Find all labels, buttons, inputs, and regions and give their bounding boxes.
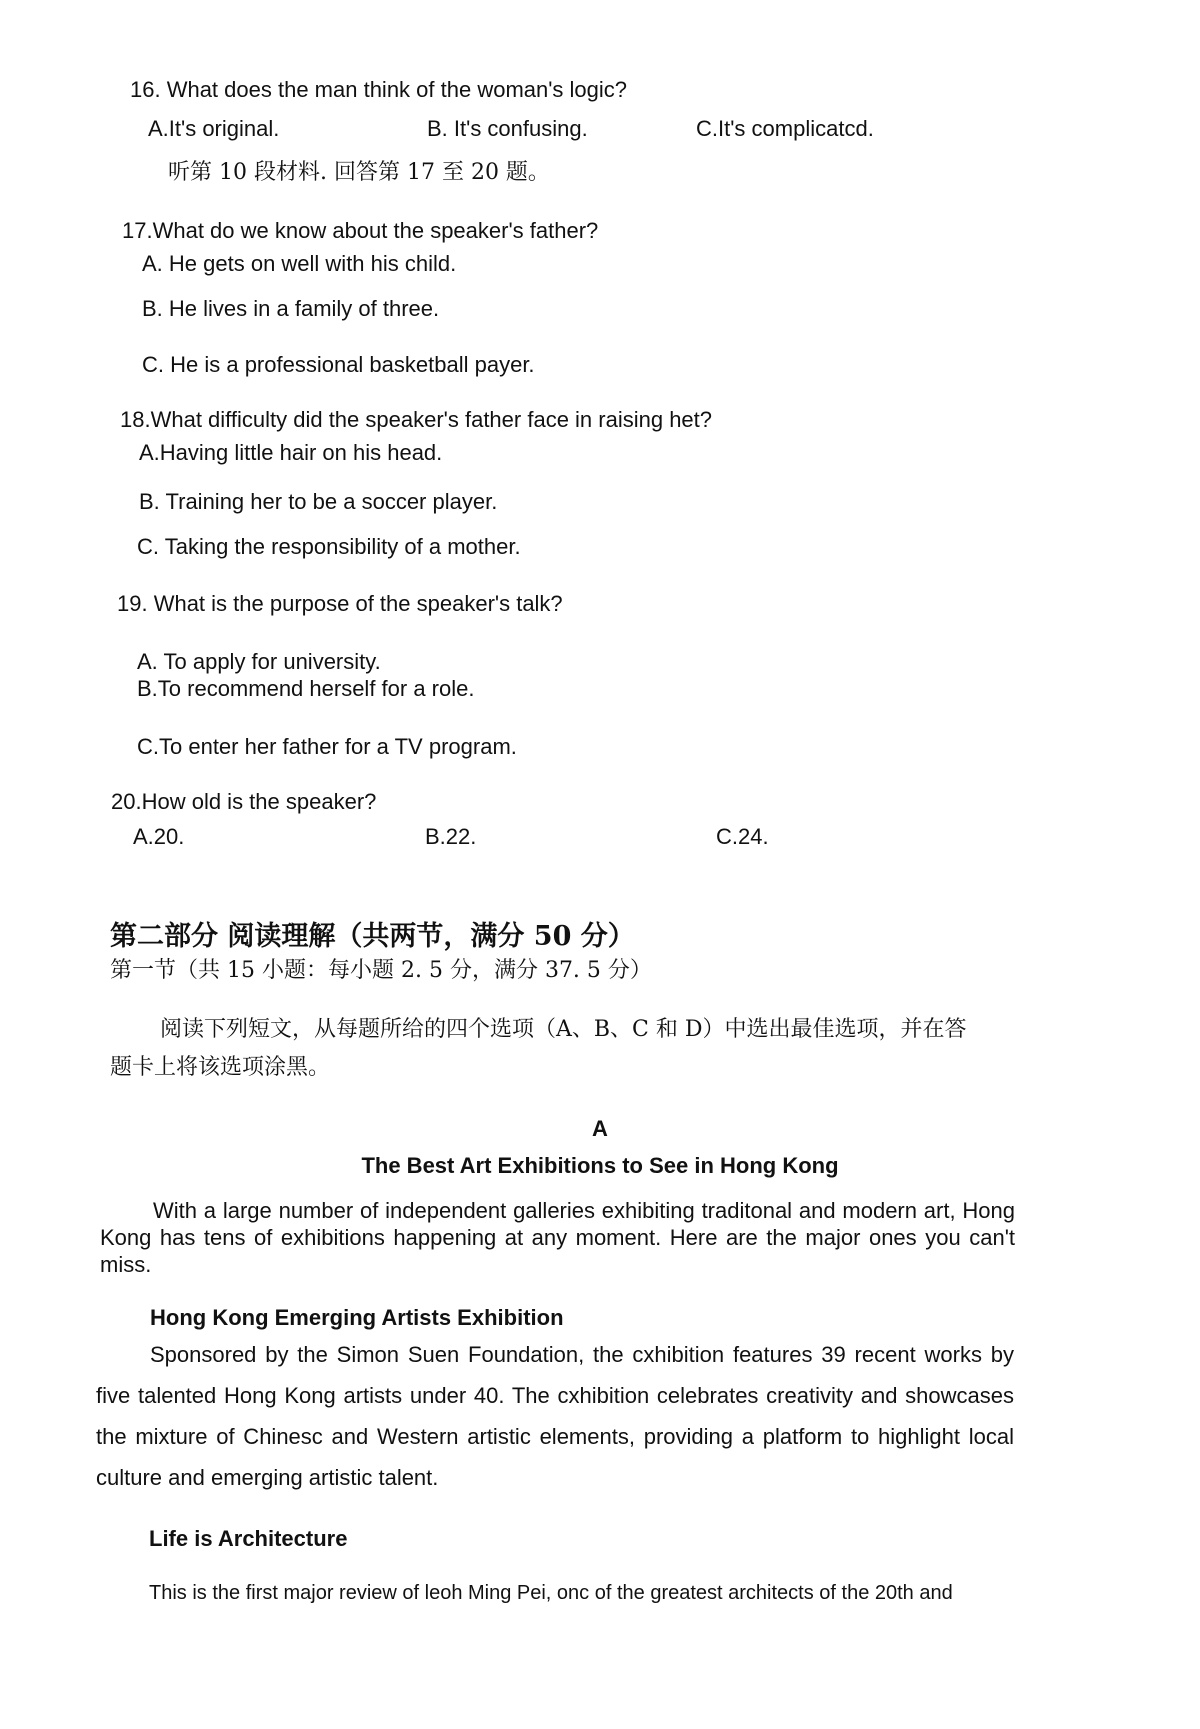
q19-option-c: C.To enter her father for a TV program. [137, 734, 517, 759]
q20-option-b: B.22. [425, 824, 477, 849]
q16-option-c: C.It's complicatcd. [696, 116, 874, 141]
q18-option-c: C. Taking the responsibility of a mother. [137, 534, 521, 559]
reading-instruction-line-1: 阅读下列短文，从每题所给的四个选项（A、B、C 和 D）中选出最佳选项，并在答 [160, 1017, 967, 1042]
q19-option-b: B.To recommend herself for a role. [137, 676, 475, 701]
question-19: 19. What is the purpose of the speaker's talk? [117, 591, 563, 616]
question-17: 17.What do we know about the speaker's father? [122, 218, 599, 243]
passage-title: The Best Art Exhibitions to See in Hong Kong [361, 1153, 839, 1178]
q17-option-b: B. He lives in a family of three. [142, 296, 440, 321]
reading-instruction-line-2: 题卡上将该选项涂黑。 [110, 1055, 331, 1080]
passage-intro: With a large number of independent galleries exhibiting traditonal and modern art, Hong Kong has tens of exhibitions happening at any moment. Here are the major ones you can't miss. [100, 1198, 1015, 1277]
q16-option-a: A.It's original. [148, 116, 280, 141]
passage-letter: A [592, 1116, 608, 1141]
exhibition-1-text: Sponsored by the Simon Suen Foundation, the cxhibition features 39 recent works by five talented Hong Kong artists under 40. The cxhibition celebrates creativity and showcases the mixture of Chinesc and Western artistic elements, providing a platform to highlight local culture and emerging artistic talent. [96, 1342, 1014, 1490]
q17-option-a: A. He gets on well with his child. [142, 251, 457, 276]
exhibition-2-heading: Life is Architecture [149, 1526, 348, 1551]
question-18: 18.What difficulty did the speaker's father face in raising het? [120, 407, 713, 432]
part-two-title: 第二部分 阅读理解（共两节，满分 50 分） [110, 921, 635, 952]
exhibition-2-text: This is the first major review of leoh Ming Pei, onc of the greatest architects of the 20th and [149, 1582, 953, 1604]
question-16: 16. What does the man think of the woman's logic? [130, 77, 628, 102]
q16-option-b: B. It's confusing. [427, 116, 588, 141]
q18-option-b: B. Training her to be a soccer player. [139, 489, 498, 514]
q19-option-a: A. To apply for university. [137, 649, 381, 674]
q18-option-a: A.Having little hair on his head. [139, 440, 443, 465]
q20-option-a: A.20. [133, 824, 185, 849]
question-20: 20.How old is the speaker? [111, 789, 377, 814]
instruction-section-10: 听第 10 段材料. 回答第 17 至 20 题。 [168, 160, 550, 185]
exhibition-1-heading: Hong Kong Emerging Artists Exhibition [150, 1305, 564, 1330]
section-one-title: 第一节（共 15 小题：每小题 2. 5 分，满分 37. 5 分） [110, 958, 652, 983]
q20-option-c: C.24. [716, 824, 769, 849]
q17-option-c: C. He is a professional basketball payer. [142, 352, 535, 377]
